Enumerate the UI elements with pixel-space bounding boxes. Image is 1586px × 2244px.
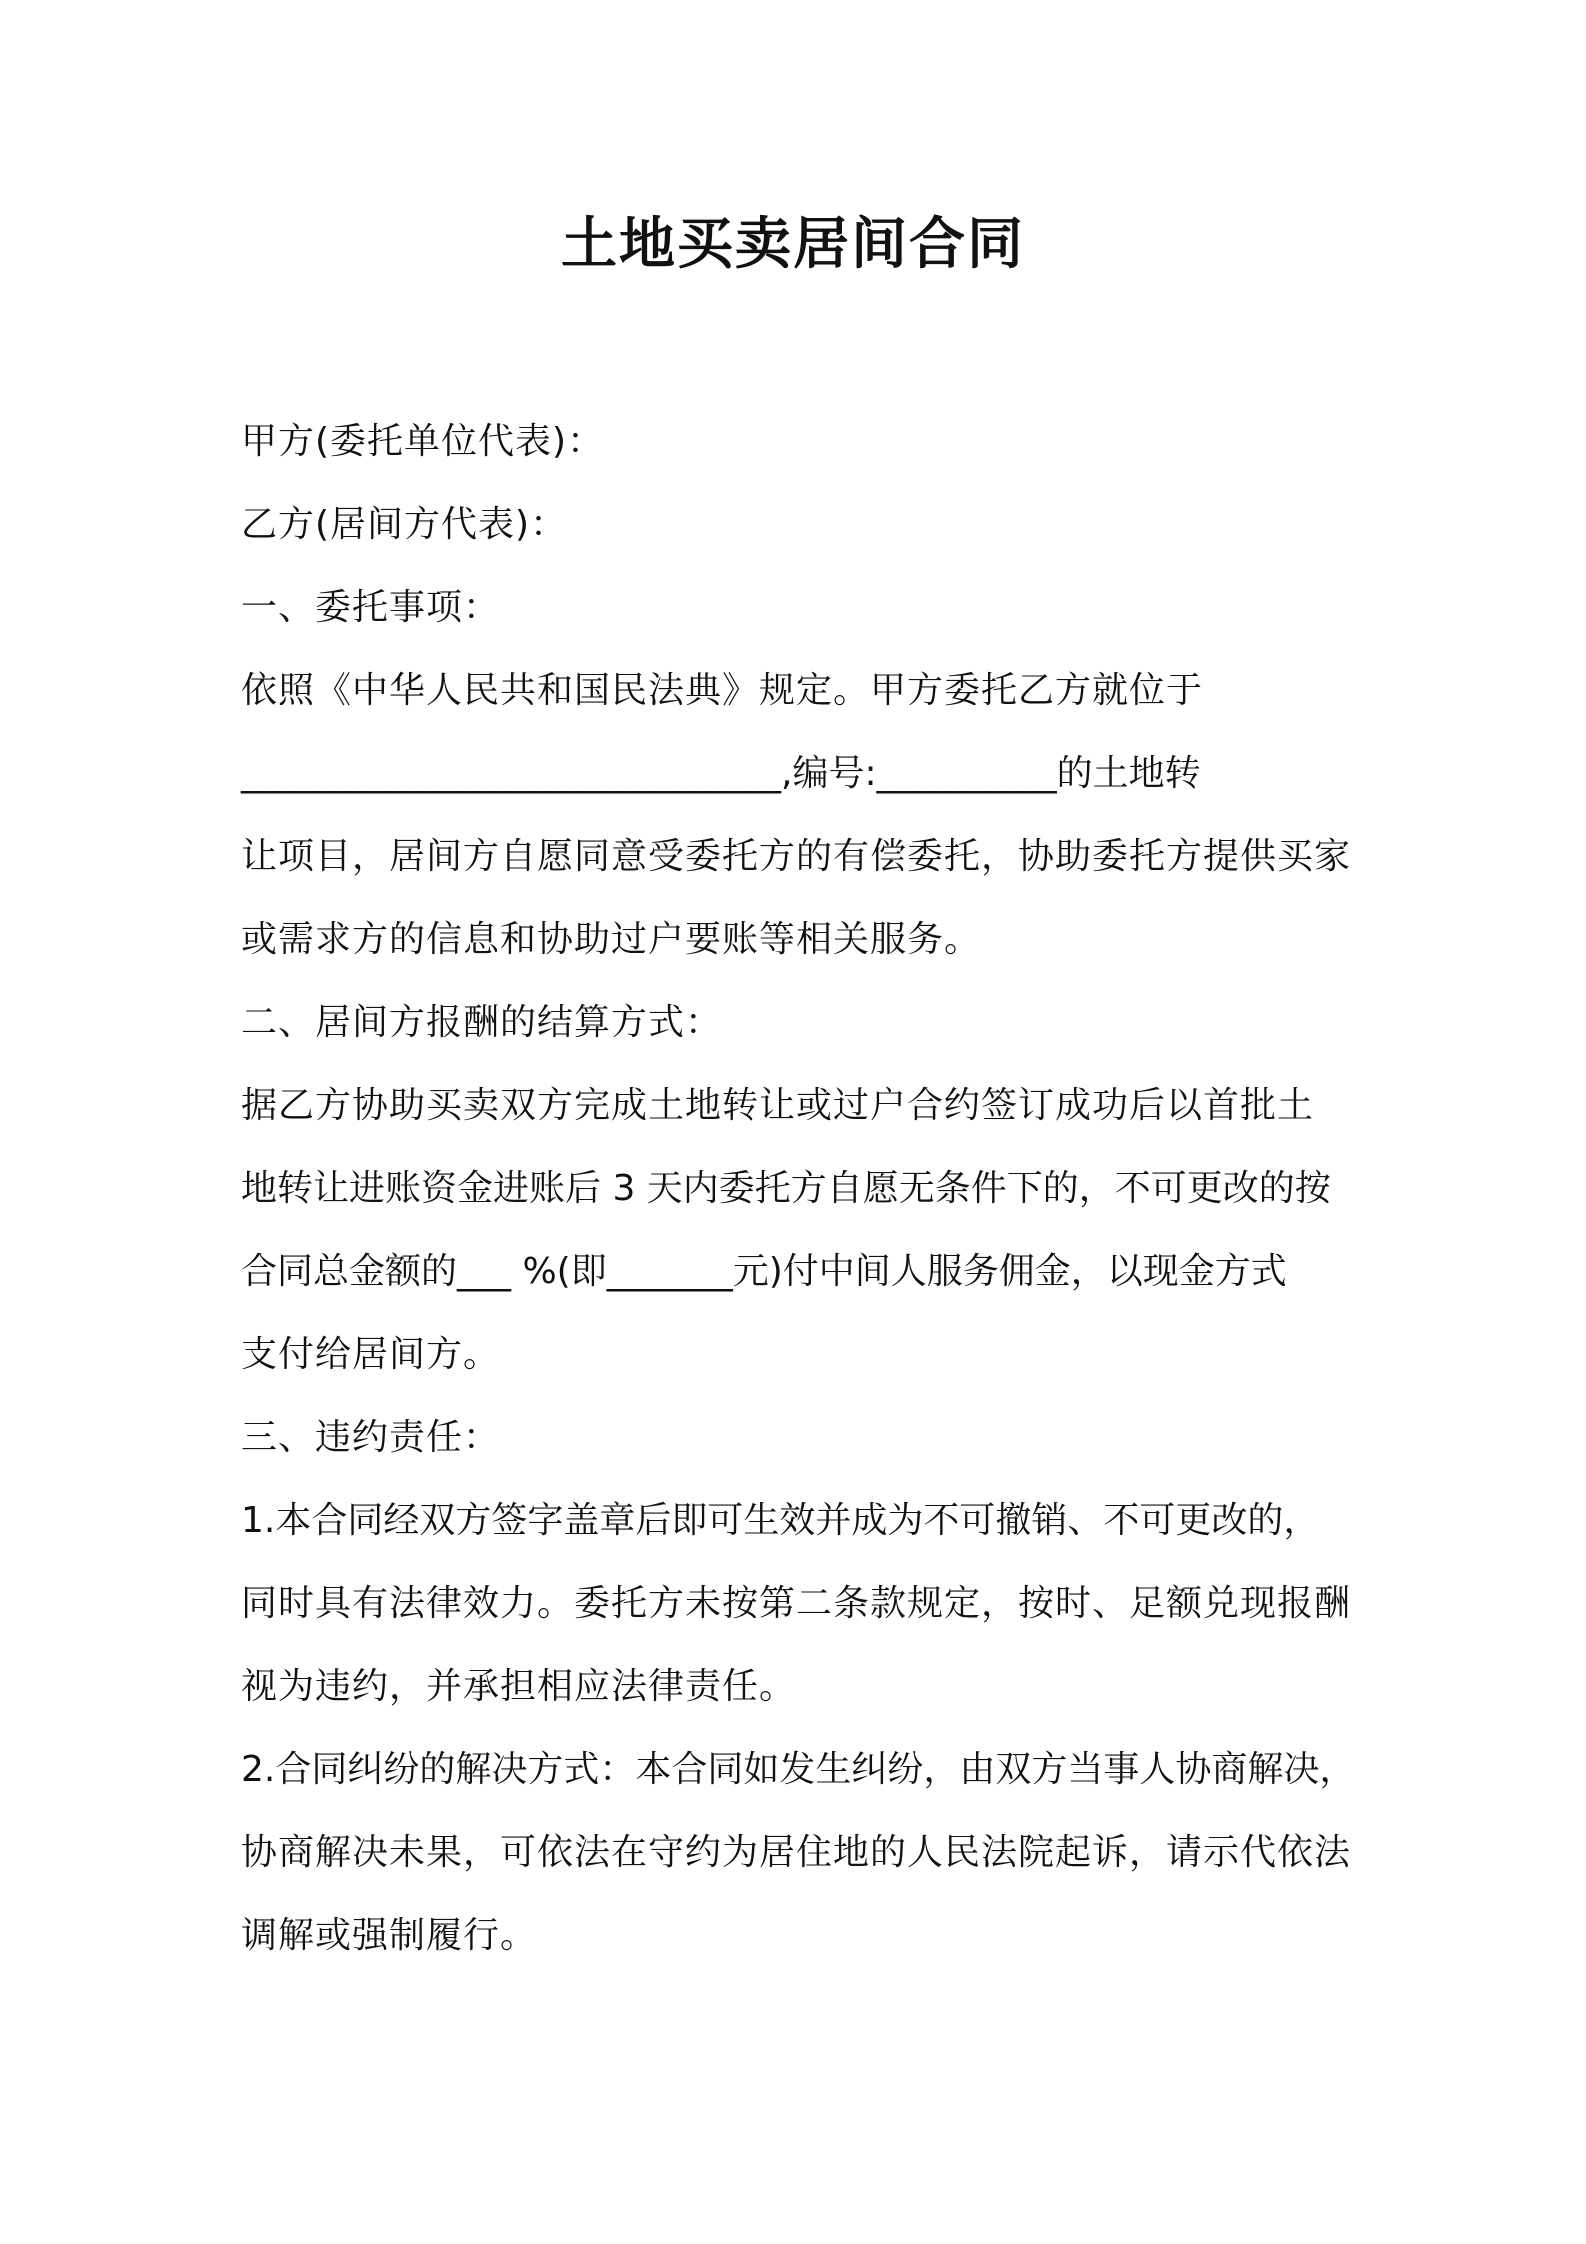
paragraph-line: 让项目，居间方自愿同意受委托方的有偿委托，协助委托方提供买家 — [241, 836, 1352, 877]
paragraph-line: 依照《中华人民共和国民法典》规定。甲方委托乙方就位于 — [241, 670, 1204, 711]
document-title: 土地买卖居间合同 — [561, 212, 1025, 277]
paragraph-line: 地转让进账资金进账后 3 天内委托方自愿无条件下的，不可更改的按 — [241, 1168, 1331, 1209]
paragraph-line: 支付给居间方。 — [241, 1334, 501, 1375]
paragraph-line: 或需求方的信息和协助过户要账等相关服务。 — [241, 919, 982, 960]
section-2-heading: 二、居间方报酬的结算方式： — [241, 1002, 723, 1043]
paragraph-line: 调解或强制履行。 — [241, 1915, 538, 1956]
section-1-heading: 一、委托事项： — [241, 587, 501, 628]
party-a-line: 甲方(委托单位代表)： — [241, 421, 605, 462]
paragraph-line: 视为违约，并承担相应法律责任。 — [241, 1666, 797, 1707]
document-body — [241, 400, 1356, 1977]
paragraph-line: 同时具有法律效力。委托方未按第二条款规定，按时、足额兑现报酬 — [241, 1583, 1352, 1624]
party-b-line: 乙方(居间方代表)： — [241, 504, 568, 545]
paragraph-line: 合同总金额的___ %(即_______元)付中间人服务佣金，以现金方式 — [241, 1251, 1287, 1292]
section-3-heading: 三、违约责任： — [241, 1417, 501, 1458]
paragraph-line: 2.合同纠纷的解决方式：本合同如发生纠纷，由双方当事人协商解决， — [241, 1749, 1356, 1790]
paragraph-line: 1.本合同经双方签字盖章后即可生效并成为不可撤销、不可更改的， — [241, 1500, 1320, 1541]
paragraph-line: 协商解决未果，可依法在守约为居住地的人民法院起诉，请示代依法 — [241, 1832, 1352, 1873]
paragraph-line: ______________________________,编号:__________的土地转 — [241, 753, 1201, 794]
paragraph-line: 据乙方协助买卖双方完成土地转让或过户合约签订成功后以首批土 — [241, 1085, 1315, 1126]
